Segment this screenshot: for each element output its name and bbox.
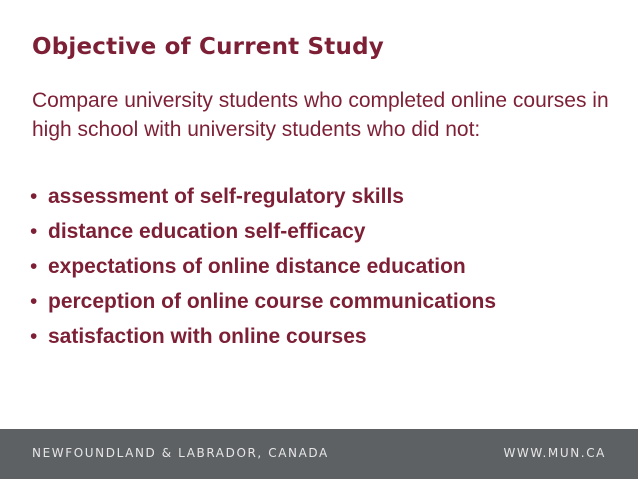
list-item-text: distance education self-efficacy bbox=[48, 220, 366, 243]
footer-bar bbox=[0, 429, 638, 479]
list-item bbox=[30, 319, 496, 354]
bullet-icon: • bbox=[30, 290, 38, 313]
bullet-icon: • bbox=[30, 255, 38, 278]
bullet-icon: • bbox=[30, 185, 38, 208]
slide-title: Objective of Current Study bbox=[32, 34, 384, 60]
list-item-text: expectations of online distance education bbox=[48, 255, 466, 278]
bullet-icon: • bbox=[30, 220, 38, 243]
list-item bbox=[30, 249, 496, 284]
list-item-text: perception of online course communications bbox=[48, 290, 497, 313]
list-item bbox=[30, 179, 496, 214]
bullet-icon: • bbox=[30, 325, 38, 348]
intro-text: Compare university students who completed online courses in high school with university students who did not: bbox=[32, 89, 609, 141]
objective-list bbox=[30, 179, 496, 354]
list-item bbox=[30, 214, 496, 249]
footer-location: NEWFOUNDLAND & LABRADOR, CANADA bbox=[32, 446, 329, 460]
list-item bbox=[30, 284, 496, 319]
footer-website-link[interactable]: WWW.MUN.CA bbox=[503, 446, 606, 460]
list-item-text: assessment of self-regulatory skills bbox=[48, 185, 404, 208]
list-item-text: satisfaction with online courses bbox=[48, 325, 367, 348]
